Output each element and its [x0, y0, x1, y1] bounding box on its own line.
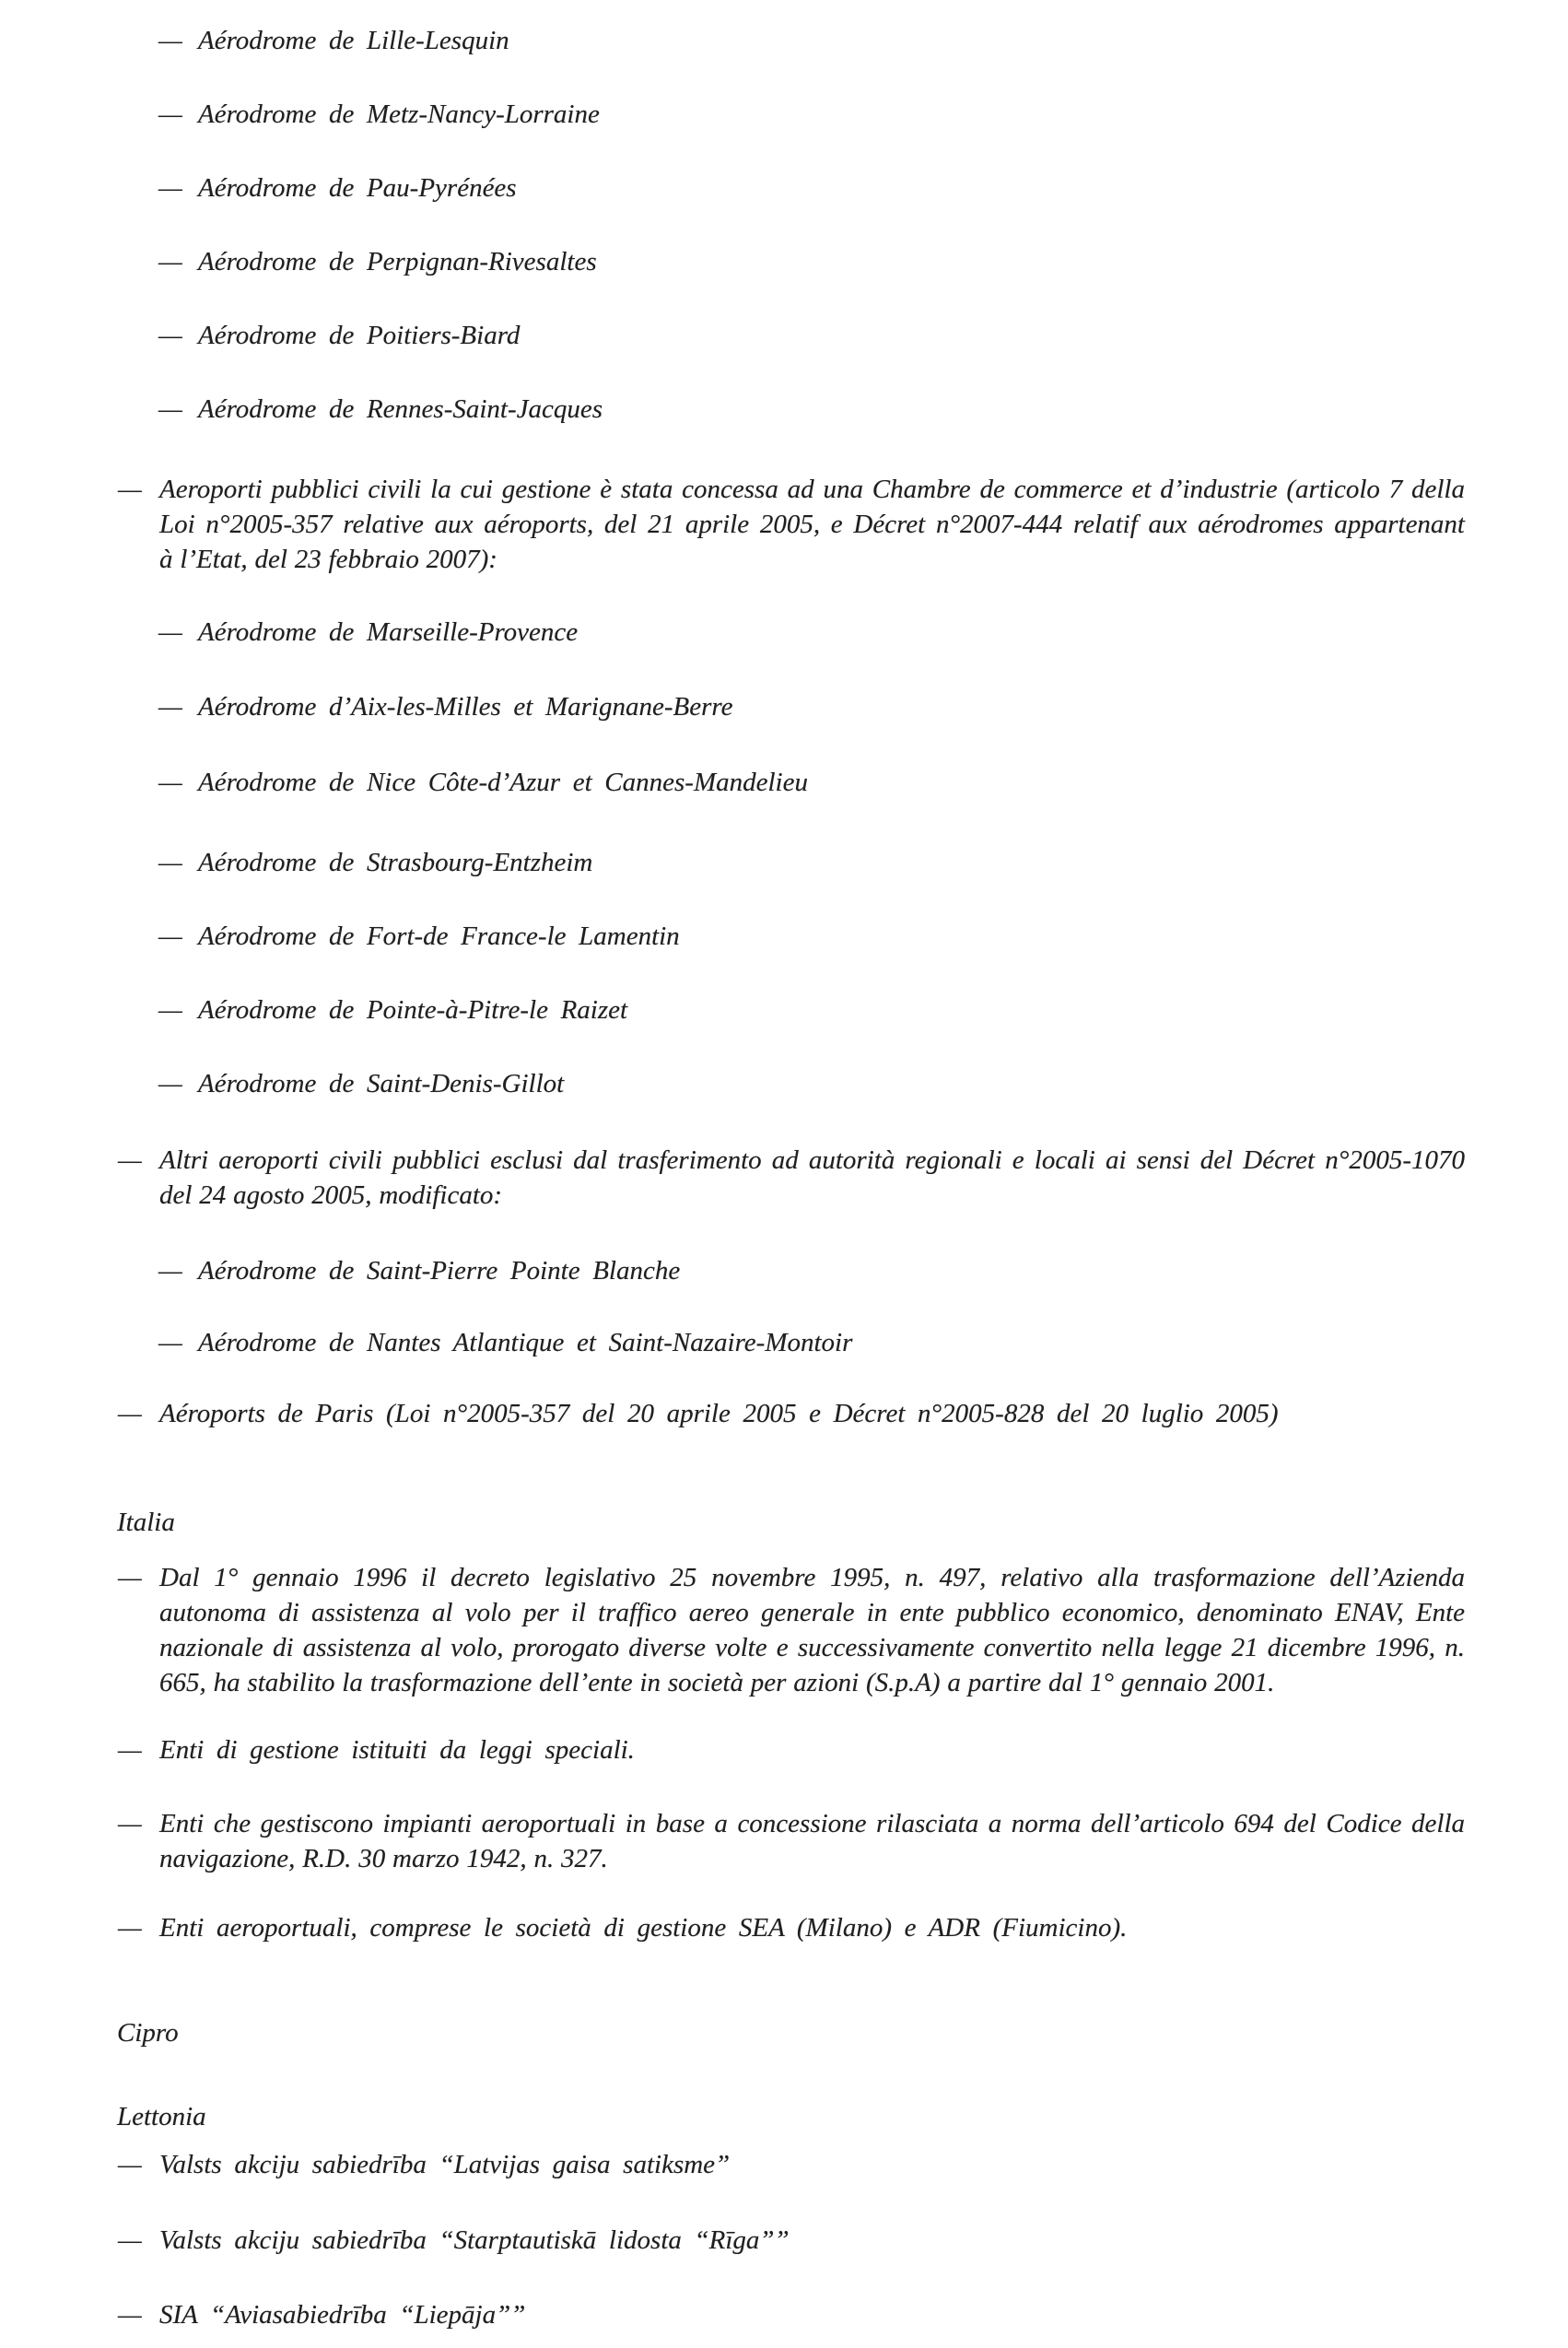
section-heading	[117, 2015, 1568, 2050]
paragraph	[118, 1560, 1465, 1700]
list-item	[158, 765, 1465, 800]
paragraph	[118, 472, 1465, 577]
section-heading-text: Italia	[117, 1508, 175, 1537]
list-item-text: Aérodrome de Marseille-Provence	[198, 617, 579, 647]
paragraph-line: del 24 agosto 2005, modificato:	[159, 1180, 503, 1210]
dash-marker: —	[118, 1735, 142, 1765]
list-item	[118, 2297, 1465, 2332]
dash-marker: —	[158, 768, 182, 797]
dash-marker: —	[158, 173, 182, 203]
list-item-text: Enti aeroportuali, comprese le società di gestione SEA (Milano) e ADR (Fiumicino).	[159, 1913, 1128, 1943]
paragraph-line: Enti che gestiscono impianti aeroportuali in base a concessione rilasciata a norma dell’articolo 694 del Codice della	[159, 1809, 1465, 1838]
paragraph-line: Dal 1° gennaio 1996 il decreto legislativo 25 novembre 1995, n. 497, relativo alla trasformazione dell’Azienda	[159, 1563, 1465, 1592]
dash-marker: —	[158, 26, 182, 55]
list-item-text: Aérodrome de Lille-Lesquin	[198, 26, 509, 55]
list-item-text: Aérodrome de Saint-Denis-Gillot	[198, 1069, 565, 1098]
section-heading	[117, 1505, 1568, 1540]
paragraph-line: Altri aeroporti civili pubblici esclusi dal trasferimento ad autorità regionali e locali ai sensi del Décret n°2005-1070	[159, 1145, 1465, 1175]
list-item	[158, 689, 1465, 724]
dash-marker: —	[118, 1809, 142, 1838]
list-item-text: Aérodrome de Pau-Pyrénées	[198, 173, 517, 203]
list-item	[158, 244, 1465, 279]
list-item	[158, 919, 1465, 954]
list-item	[158, 1066, 1465, 1101]
dash-marker: —	[158, 321, 182, 350]
list-item-text: Enti di gestione istituiti da leggi speciali.	[159, 1735, 635, 1765]
dash-marker: —	[118, 2225, 142, 2255]
paragraph	[118, 1143, 1465, 1213]
dash-marker: —	[158, 848, 182, 877]
paragraph-line: nazionale di assistenza al volo, prorogato diverse volte e successivamente convertito nella legge 21 dicembre 1996, n.	[159, 1633, 1465, 1662]
list-item-text: SIA “Aviasabiedrība “Liepāja””	[159, 2300, 526, 2330]
list-item	[158, 97, 1465, 132]
dash-marker: —	[118, 2150, 142, 2179]
dash-marker: —	[158, 922, 182, 951]
dash-marker: —	[118, 1563, 142, 1592]
list-item-text: Aérodrome d’Aix-les-Milles et Marignane-Berre	[198, 692, 733, 722]
dash-marker: —	[118, 1913, 142, 1943]
list-item-text: Aérodrome de Strasbourg-Entzheim	[198, 848, 593, 877]
paragraph-line: navigazione, R.D. 30 marzo 1942, n. 327.	[159, 1844, 608, 1873]
dash-marker: —	[158, 394, 182, 424]
paragraph	[118, 1806, 1465, 1876]
list-item	[158, 992, 1465, 1027]
list-item	[158, 615, 1465, 650]
list-item	[118, 1910, 1465, 1945]
list-item-text: Valsts akciju sabiedrība “Latvijas gaisa satiksme”	[159, 2150, 731, 2179]
list-item	[158, 170, 1465, 205]
dash-marker: —	[158, 692, 182, 722]
list-item	[118, 2223, 1465, 2258]
dash-marker: —	[158, 100, 182, 129]
list-item	[158, 845, 1465, 880]
dash-marker: —	[118, 1145, 142, 1175]
list-item	[158, 1325, 1465, 1360]
paragraph-line: 665, ha stabilito la trasformazione dell’ente in società per azioni (S.p.A) a partire dal 1° gennaio 2001.	[159, 1668, 1275, 1697]
list-item-text: Aérodrome de Saint-Pierre Pointe Blanche	[198, 1256, 681, 1286]
list-item	[158, 23, 1465, 58]
dash-marker: —	[158, 1328, 182, 1357]
dash-marker: —	[158, 247, 182, 276]
list-item-text: Aérodrome de Metz-Nancy-Lorraine	[198, 100, 600, 129]
list-item-text: Aérodrome de Nice Côte-d’Azur et Cannes-Mandelieu	[198, 768, 808, 797]
section-heading-text: Lettonia	[117, 2102, 206, 2131]
list-item-text: Aérodrome de Fort-de France-le Lamentin	[198, 922, 680, 951]
list-item	[158, 318, 1465, 353]
list-item-text: Aérodrome de Poitiers-Biard	[198, 321, 521, 350]
dash-marker: —	[118, 2300, 142, 2330]
list-item-text: Aérodrome de Pointe-à-Pitre-le Raizet	[198, 995, 628, 1025]
paragraph-line: Loi n°2005-357 relative aux aéroports, del 21 aprile 2005, e Décret n°2007-444 relatif aux aérodromes appartenant	[159, 510, 1465, 539]
dash-marker: —	[158, 1256, 182, 1286]
dash-marker: —	[118, 1399, 142, 1428]
paragraph-line: autonoma di assistenza al volo per il traffico aereo generale in ente pubblico economico, denominato ENAV, Ente	[159, 1598, 1465, 1627]
dash-marker: —	[158, 617, 182, 647]
dash-marker: —	[118, 475, 142, 504]
list-item-text: Aéroports de Paris (Loi n°2005-357 del 20 aprile 2005 e Décret n°2005-828 del 20 luglio 2005)	[159, 1399, 1279, 1428]
list-item	[118, 2147, 1465, 2182]
list-item	[158, 392, 1465, 427]
list-item-text: Aérodrome de Rennes-Saint-Jacques	[198, 394, 603, 424]
list-item-text: Valsts akciju sabiedrība “Starptautiskā lidosta “Rīga””	[159, 2225, 790, 2255]
section-heading-text: Cipro	[117, 2018, 179, 2048]
list-item	[158, 1253, 1465, 1288]
list-item	[118, 1732, 1465, 1767]
paragraph-line: à l’Etat, del 23 febbraio 2007):	[159, 545, 497, 574]
section-heading	[117, 2099, 1568, 2134]
dash-marker: —	[158, 1069, 182, 1098]
list-item-text: Aérodrome de Perpignan-Rivesaltes	[198, 247, 597, 276]
paragraph-line: Aeroporti pubblici civili la cui gestione è stata concessa ad una Chambre de commerce et d’industrie (articolo 7 della	[159, 475, 1465, 504]
dash-marker: —	[158, 995, 182, 1025]
list-item	[118, 1396, 1465, 1431]
list-item-text: Aérodrome de Nantes Atlantique et Saint-Nazaire-Montoir	[198, 1328, 853, 1357]
